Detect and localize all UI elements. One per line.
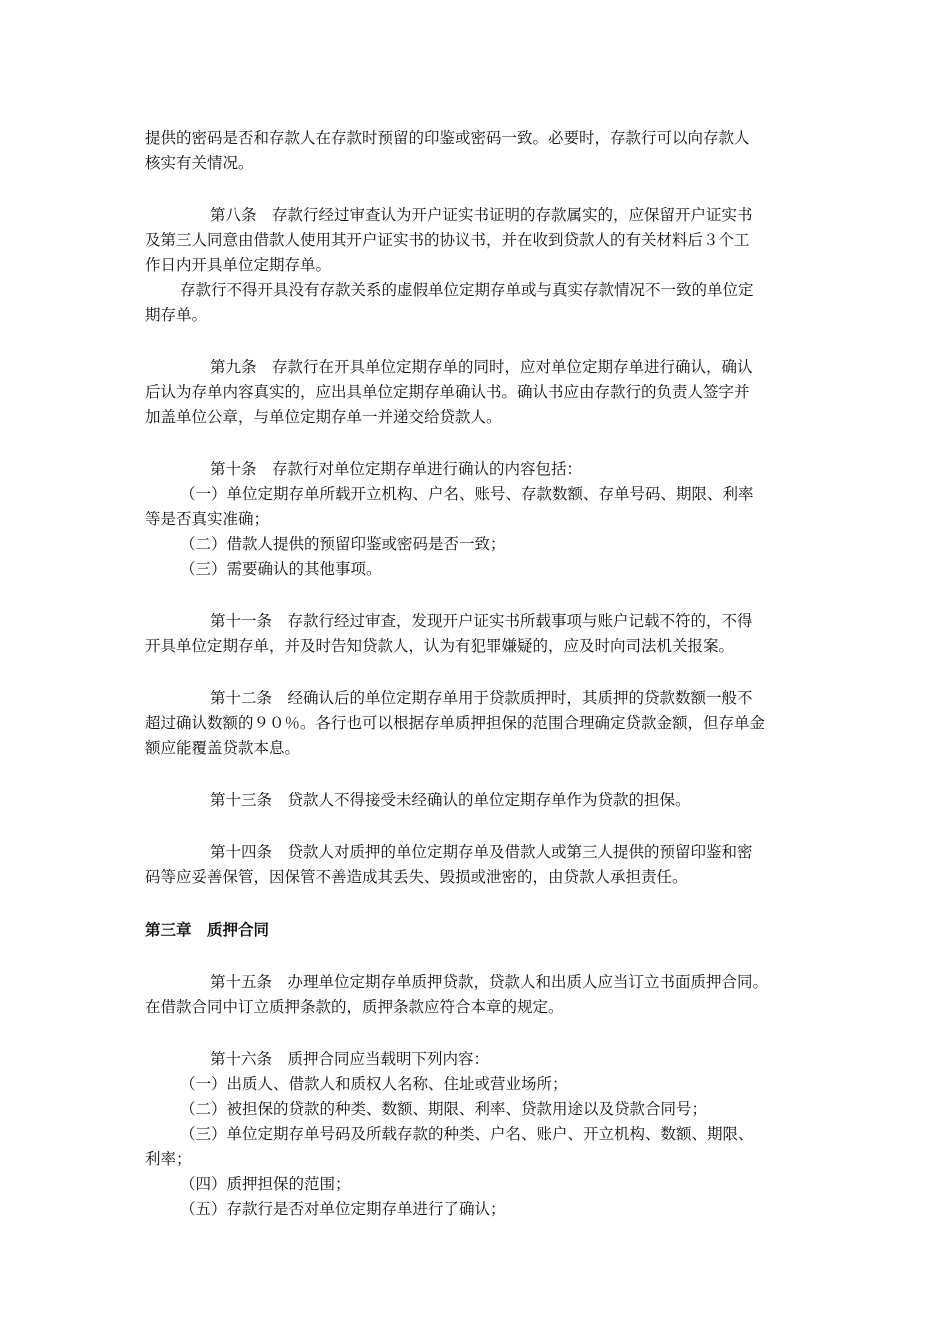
article-16-line: 第十六条 质押合同应当载明下列内容：	[210, 1050, 490, 1068]
list-item: （一）出质人、借款人和质权人名称、住址或营业场所；	[180, 1075, 568, 1093]
chapter-heading: 第三章 质押合同	[145, 921, 270, 939]
list-item: （三）需要确认的其他事项。	[180, 560, 382, 578]
text-line: 及第三人同意由借款人使用其开户证实书的协议书，并在收到贷款人的有关材料后３个工	[145, 231, 750, 249]
text-line: 核实有关情况。	[145, 154, 254, 172]
list-item: （二）借款人提供的预留印鉴或密码是否一致；	[180, 535, 506, 553]
list-item: （三）单位定期存单号码及所载存款的种类、户名、账户、开立机构、数额、期限、	[180, 1125, 754, 1143]
text-line: 加盖单位公章，与单位定期存单一并递交给贷款人。	[145, 408, 502, 426]
text-line: 后认为存单内容真实的，应出具单位定期存单确认书。确认书应由存款行的负责人签字并	[145, 383, 750, 401]
article-13-line: 第十三条 贷款人不得接受未经确认的单位定期存单作为贷款的担保。	[210, 791, 691, 809]
text-line: 超过确认数额的９０％。各行也可以根据存单质押担保的范围合理确定贷款金额，但存单金	[145, 714, 766, 732]
text-line: 期存单。	[145, 306, 208, 324]
article-8-line: 第八条 存款行经过审查认为开户证实书证明的存款属实的，应保留开户证实书	[210, 206, 753, 224]
list-item: （一）单位定期存单所载开立机构、户名、账号、存款数额、存单号码、期限、利率	[180, 485, 754, 503]
list-item: （五）存款行是否对单位定期存单进行了确认；	[180, 1200, 506, 1218]
article-9-line: 第九条 存款行在开具单位定期存单的同时，应对单位定期存单进行确认，确认	[210, 358, 753, 376]
text-line: 额应能覆盖贷款本息。	[145, 739, 301, 757]
article-14-line: 第十四条 贷款人对质押的单位定期存单及借款人或第三人提供的预留印鉴和密	[210, 843, 753, 861]
text-line: 等是否真实准确；	[145, 510, 270, 528]
text-line: 开具单位定期存单，并及时告知贷款人，认为有犯罪嫌疑的，应及时向司法机关报案。	[145, 637, 735, 655]
text-line: 提供的密码是否和存款人在存款时预留的印鉴或密码一致。必要时，存款行可以向存款人	[145, 129, 750, 147]
list-item: （二）被担保的贷款的种类、数额、期限、利率、贷款用途以及贷款合同号；	[180, 1100, 708, 1118]
article-11-line: 第十一条 存款行经过审查，发现开户证实书所载事项与账户记载不符的，不得	[210, 612, 753, 630]
text-line: 码等应妥善保管，因保管不善造成其丢失、毁损或泄密的，由贷款人承担责任。	[145, 868, 688, 886]
text-line: 存款行不得开具没有存款关系的虚假单位定期存单或与真实存款情况不一致的单位定	[180, 281, 754, 299]
text-line: 作日内开具单位定期存单。	[145, 256, 332, 274]
text-line: 利率；	[145, 1150, 192, 1168]
article-15-line: 第十五条 办理单位定期存单质押贷款，贷款人和出质人应当订立书面质押合同。	[210, 973, 769, 991]
list-item: （四）质押担保的范围；	[180, 1175, 351, 1193]
text-line: 在借款合同中订立质押条款的，质押条款应符合本章的规定。	[145, 998, 564, 1016]
article-12-line: 第十二条 经确认后的单位定期存单用于贷款质押时，其质押的贷款数额一般不	[210, 689, 753, 707]
article-10-line: 第十条 存款行对单位定期存单进行确认的内容包括：	[210, 460, 583, 478]
